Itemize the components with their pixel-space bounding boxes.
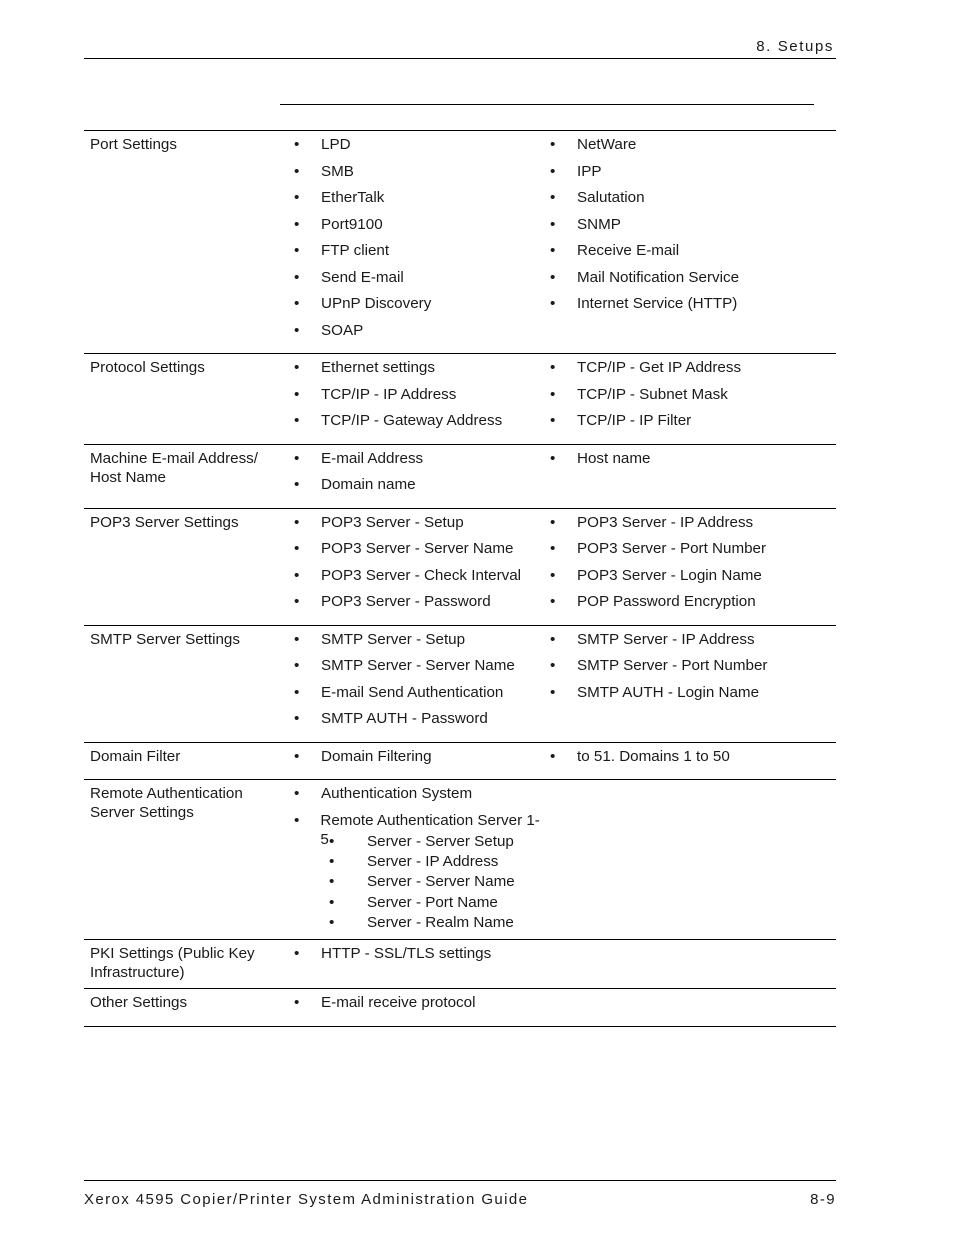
list-item-text: Internet Service (HTTP)	[577, 295, 738, 312]
list-item-text: POP3 Server - Password	[321, 593, 491, 610]
list-item-text: Domain name	[321, 476, 416, 493]
bullet-icon: •	[550, 136, 556, 153]
list-item	[287, 188, 543, 215]
list-item-text: POP3 Server - Check Interval	[321, 566, 522, 584]
list-item	[543, 411, 833, 438]
table-row	[84, 625, 836, 742]
list-item	[287, 358, 543, 385]
bullet-icon: •	[294, 476, 300, 493]
table-row	[84, 353, 836, 444]
list-item-text: TCP/IP - Subnet Mask	[577, 385, 728, 403]
bullet-icon: •	[550, 540, 556, 557]
list-item	[543, 241, 833, 268]
sub-list-item-text: Server - Realm Name	[367, 914, 514, 932]
list-item-text: Remote Authentication Server 1-5	[320, 811, 540, 848]
sub-list-item-text: Server - IP Address	[367, 852, 499, 870]
bullet-icon: •	[294, 785, 300, 802]
list-item	[287, 215, 543, 242]
list-item	[543, 747, 833, 774]
bullet-icon: •	[550, 683, 556, 701]
bullet-icon: •	[294, 683, 300, 701]
bullet-icon: •	[294, 321, 300, 339]
col-a-list	[287, 449, 543, 502]
bullet-icon: •	[294, 513, 300, 531]
list-item-text: SMTP Server - IP Address	[577, 630, 755, 648]
row-label: Port Settings	[90, 136, 177, 153]
bullet-icon: •	[329, 832, 335, 850]
list-item-text: SMTP Server - Setup	[321, 630, 466, 648]
list-item	[543, 358, 833, 385]
sub-list-item	[287, 852, 543, 872]
list-item	[287, 566, 543, 593]
settings-table	[84, 130, 836, 1027]
bullet-icon: •	[550, 189, 556, 206]
row-label: Domain Filter	[90, 747, 181, 765]
bullet-icon: •	[550, 412, 556, 429]
list-item-text: UPnP Discovery	[321, 295, 432, 312]
header-rule	[84, 58, 836, 59]
list-item-text: Send E-mail	[321, 268, 404, 286]
list-item-text: LPD	[321, 136, 351, 153]
list-item	[543, 162, 833, 189]
col-b-list	[543, 784, 833, 933]
chapter-title: 8. Setups	[756, 38, 834, 55]
table-row	[84, 779, 836, 939]
table-row	[84, 508, 836, 625]
bullet-icon: •	[294, 359, 300, 376]
col-b-list	[543, 135, 833, 347]
list-item	[543, 188, 833, 215]
list-item	[287, 241, 543, 268]
sub-list-item-text: Server - Server Name	[367, 873, 515, 891]
col-b-list	[543, 449, 833, 502]
list-item	[543, 513, 833, 540]
list-item-text: Host name	[577, 449, 651, 467]
bullet-icon: •	[329, 852, 335, 870]
sub-list-item	[287, 832, 543, 852]
list-item-text: TCP/IP - Get IP Address	[577, 359, 742, 376]
list-item-text: POP3 Server - IP Address	[577, 513, 754, 531]
bullet-icon: •	[550, 747, 556, 765]
bullet-icon: •	[550, 566, 556, 584]
list-item-text: SMTP Server - Port Number	[577, 657, 768, 674]
list-item-text: POP3 Server - Login Name	[577, 566, 762, 584]
bullet-icon: •	[550, 162, 556, 180]
list-item	[287, 683, 543, 710]
list-item	[287, 411, 543, 438]
sub-list-item	[287, 872, 543, 892]
list-item	[287, 475, 543, 502]
list-item	[543, 268, 833, 295]
list-item	[287, 993, 543, 1020]
list-item-text: POP3 Server - Setup	[321, 513, 464, 531]
list-item	[287, 747, 543, 774]
list-item	[543, 385, 833, 412]
list-item-text: E-mail Address	[321, 449, 424, 467]
sub-list-item	[287, 893, 543, 913]
list-item-text: Port9100	[321, 215, 383, 233]
col-a-list	[287, 630, 543, 736]
bullet-icon: •	[294, 412, 300, 429]
col-a-list	[287, 135, 543, 347]
list-item-text: E-mail receive protocol	[321, 994, 476, 1012]
bullet-icon: •	[550, 449, 556, 467]
list-item-text: SMTP Server - Server Name	[321, 657, 515, 674]
list-item	[543, 592, 833, 619]
bullet-icon: •	[550, 215, 556, 233]
bullet-icon: •	[294, 566, 300, 584]
list-item	[543, 539, 833, 566]
list-item	[543, 656, 833, 683]
bullet-icon: •	[550, 295, 556, 312]
col-b-list	[543, 944, 833, 982]
bullet-icon: •	[294, 630, 300, 648]
row-label: Protocol Settings	[90, 359, 205, 376]
list-item	[287, 294, 543, 321]
bullet-icon: •	[294, 215, 300, 233]
list-item	[287, 539, 543, 566]
list-item-text: TCP/IP - IP Address	[321, 385, 457, 403]
list-item	[287, 385, 543, 412]
list-item-text: to 51. Domains 1 to 50	[577, 747, 730, 765]
sub-list-item	[287, 913, 543, 933]
bullet-icon: •	[294, 945, 300, 963]
bullet-icon: •	[294, 162, 300, 180]
table-row	[84, 444, 836, 508]
sub-list-item-text: Server - Port Name	[367, 893, 498, 911]
bullet-icon: •	[294, 268, 300, 286]
list-item	[543, 294, 833, 321]
col-a-list	[287, 993, 543, 1020]
list-item-text: Authentication System	[321, 785, 473, 802]
list-item	[543, 683, 833, 710]
list-item	[543, 566, 833, 593]
bullet-icon: •	[294, 449, 300, 467]
footer-rule	[84, 1180, 836, 1181]
col-a-list	[287, 747, 543, 774]
list-item	[287, 630, 543, 657]
list-item	[287, 784, 543, 811]
bullet-icon: •	[294, 189, 300, 206]
list-item-text: SMTP AUTH - Login Name	[577, 683, 760, 701]
bullet-icon: •	[294, 385, 300, 403]
table-row	[84, 742, 836, 780]
list-item	[287, 592, 543, 619]
list-item-text: IPP	[577, 162, 602, 180]
col-b-list	[543, 630, 833, 736]
list-item	[543, 135, 833, 162]
col-b-list	[543, 513, 833, 619]
bullet-icon: •	[550, 385, 556, 403]
sub-list-item-text: Server - Server Setup	[367, 832, 514, 850]
table-row	[84, 939, 836, 988]
list-item-text: SNMP	[577, 215, 621, 233]
bullet-icon: •	[329, 893, 335, 911]
list-item	[287, 162, 543, 189]
bullet-icon: •	[294, 710, 300, 727]
bullet-icon: •	[550, 242, 556, 259]
list-item	[287, 135, 543, 162]
list-item-text: POP3 Server - Server Name	[321, 540, 514, 557]
list-item	[287, 656, 543, 683]
col-b-list	[543, 993, 833, 1020]
list-item-text: Ethernet settings	[321, 359, 435, 376]
list-item-text: NetWare	[577, 136, 637, 153]
bullet-icon: •	[294, 593, 300, 610]
list-item-text: HTTP - SSL/TLS settings	[321, 945, 492, 963]
list-item-text: EtherTalk	[321, 189, 385, 206]
bullet-icon: •	[550, 359, 556, 376]
bullet-icon: •	[294, 295, 300, 312]
row-label: POP3 Server Settings	[90, 513, 239, 531]
list-item-text: TCP/IP - IP Filter	[577, 412, 692, 429]
row-label: Other Settings	[90, 994, 188, 1012]
list-item-text: POP3 Server - Port Number	[577, 540, 767, 557]
list-item-text: SMB	[321, 162, 354, 180]
list-item-text: SMTP AUTH - Password	[321, 710, 488, 727]
list-item	[287, 449, 543, 476]
list-item-text: E-mail Send Authentication	[321, 683, 504, 701]
col-a-list	[287, 358, 543, 438]
row-label: Remote Authentication Server Settings	[90, 785, 243, 821]
bullet-icon: •	[550, 593, 556, 610]
footer-document-title: Xerox 4595 Copier/Printer System Administration Guide	[84, 1191, 529, 1208]
bullet-icon: •	[550, 513, 556, 531]
bullet-icon: •	[294, 136, 300, 153]
bullet-icon: •	[550, 657, 556, 674]
list-item	[543, 215, 833, 242]
list-item-text: TCP/IP - Gateway Address	[321, 412, 503, 429]
list-item-text: POP Password Encryption	[577, 593, 756, 610]
list-item-text: Salutation	[577, 189, 645, 206]
row-label: Machine E-mail Address/ Host Name	[90, 449, 258, 486]
bullet-icon: •	[329, 914, 335, 932]
col-b-list	[543, 358, 833, 438]
table-caption-rule	[280, 104, 814, 105]
list-item-text: SOAP	[321, 321, 364, 339]
bullet-icon: •	[550, 268, 556, 286]
col-a-list	[287, 513, 543, 619]
bullet-icon: •	[294, 811, 300, 829]
list-item-text: Domain Filtering	[321, 747, 432, 765]
list-item	[543, 449, 833, 476]
col-b-list	[543, 747, 833, 774]
table-row	[84, 130, 836, 353]
list-item-text: Receive E-mail	[577, 242, 680, 259]
bullet-icon: •	[294, 994, 300, 1012]
list-item	[543, 630, 833, 657]
bullet-icon: •	[294, 242, 300, 259]
list-item	[287, 709, 543, 736]
bullet-icon: •	[294, 657, 300, 674]
list-item	[287, 321, 543, 348]
list-item	[287, 513, 543, 540]
row-label: PKI Settings (Public Key Infrastructure)	[90, 945, 255, 982]
bullet-icon: •	[550, 630, 556, 648]
list-item-text: Mail Notification Service	[577, 268, 740, 286]
bullet-icon: •	[329, 873, 335, 891]
col-a-list	[287, 944, 543, 982]
list-item-text: FTP client	[321, 242, 390, 259]
col-a-list	[287, 784, 543, 933]
footer-page-number: 8-9	[810, 1191, 836, 1208]
list-item	[287, 944, 543, 971]
row-label: SMTP Server Settings	[90, 630, 240, 648]
table-row	[84, 988, 836, 1027]
bullet-icon: •	[294, 540, 300, 557]
list-item	[287, 268, 543, 295]
bullet-icon: •	[294, 747, 300, 765]
